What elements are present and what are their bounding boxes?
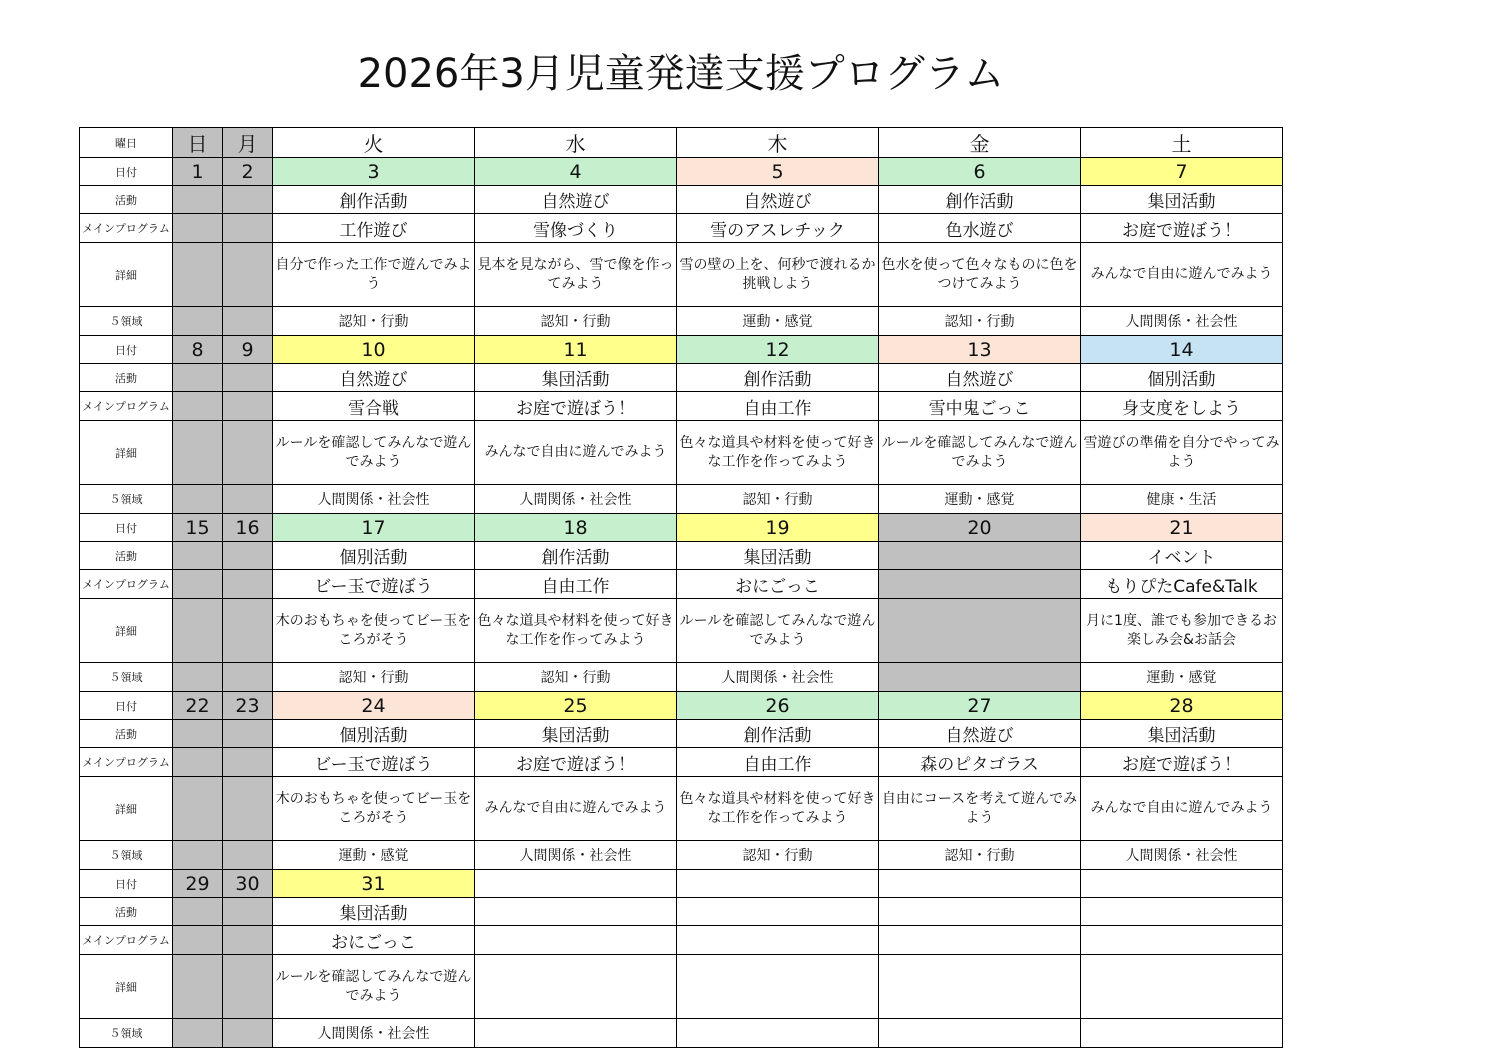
five-domains-row-label: ５領域	[80, 1019, 173, 1048]
week-1-five-domains-row	[80, 307, 1283, 336]
closed-sun-cell	[173, 392, 223, 421]
day-five-domains-cell: 運動・感覚	[677, 307, 879, 336]
closed-mon-cell	[223, 364, 273, 392]
closed-mon-cell: 23	[223, 692, 273, 720]
detail-row-label: 詳細	[80, 421, 173, 485]
closed-sun-cell: 29	[173, 870, 223, 898]
day-main-program-cell: 雪像づくり	[475, 214, 677, 243]
day-date-cell: 5	[677, 158, 879, 186]
closed-sun-cell	[173, 1019, 223, 1048]
closed-sun-cell	[173, 926, 223, 955]
week-1-date-row	[80, 158, 1283, 186]
day-main-program-cell	[677, 926, 879, 955]
day-activity-cell: 個別活動	[273, 720, 475, 748]
detail-row-label: 詳細	[80, 777, 173, 841]
closed-mon-cell	[223, 243, 273, 307]
day-main-program-cell: お庭で遊ぼう！	[475, 748, 677, 777]
day-activity-cell: 自然遊び	[475, 186, 677, 214]
day-five-domains-cell	[879, 1019, 1081, 1048]
day-date-cell: 31	[273, 870, 475, 898]
detail-row-label: 詳細	[80, 955, 173, 1019]
day-main-program-cell: 雪中鬼ごっこ	[879, 392, 1081, 421]
day-main-program-cell	[879, 570, 1081, 599]
week-1-main-program-row	[80, 214, 1283, 243]
closed-sun-cell	[173, 898, 223, 926]
closed-sun-cell	[173, 748, 223, 777]
day-five-domains-cell: 運動・感覚	[879, 485, 1081, 514]
closed-mon-cell	[223, 898, 273, 926]
day-main-program-cell: ビー玉で遊ぼう	[273, 748, 475, 777]
day-activity-cell: 集団活動	[273, 898, 475, 926]
closed-sun-cell	[173, 720, 223, 748]
day-detail-cell: 木のおもちゃを使ってビー玉をころがそう	[273, 599, 475, 663]
day-five-domains-cell: 認知・行動	[879, 841, 1081, 870]
day-date-cell: 3	[273, 158, 475, 186]
closed-sun-cell: 8	[173, 336, 223, 364]
day-five-domains-cell: 認知・行動	[879, 307, 1081, 336]
day-main-program-cell: おにごっこ	[677, 570, 879, 599]
closed-mon-cell	[223, 841, 273, 870]
day-date-cell: 7	[1081, 158, 1283, 186]
day-activity-cell: 創作活動	[475, 542, 677, 570]
closed-sun-cell	[173, 777, 223, 841]
day-detail-cell: みんなで自由に遊んでみよう	[1081, 243, 1283, 307]
weekday-sat: 土	[1081, 128, 1283, 158]
day-activity-cell	[475, 898, 677, 926]
closed-mon-cell	[223, 1019, 273, 1048]
day-activity-cell: 創作活動	[879, 186, 1081, 214]
closed-mon-cell	[223, 421, 273, 485]
day-activity-cell: 創作活動	[677, 364, 879, 392]
activity-row-label: 活動	[80, 186, 173, 214]
closed-sun-cell	[173, 421, 223, 485]
day-five-domains-cell: 人間関係・社会性	[1081, 841, 1283, 870]
closed-mon-cell	[223, 599, 273, 663]
day-detail-cell: 見本を見ながら、雪で像を作ってみよう	[475, 243, 677, 307]
closed-mon-cell	[223, 663, 273, 692]
closed-mon-cell: 9	[223, 336, 273, 364]
day-detail-cell: 木のおもちゃを使ってビー玉をころがそう	[273, 777, 475, 841]
closed-mon-cell	[223, 392, 273, 421]
closed-sun-cell	[173, 542, 223, 570]
day-detail-cell: ルールを確認してみんなで遊んでみよう	[273, 955, 475, 1019]
day-five-domains-cell: 人間関係・社会性	[273, 1019, 475, 1048]
day-detail-cell	[677, 955, 879, 1019]
detail-row-label: 詳細	[80, 599, 173, 663]
closed-mon-cell: 2	[223, 158, 273, 186]
day-main-program-cell: 雪のアスレチック	[677, 214, 879, 243]
day-main-program-cell	[1081, 926, 1283, 955]
day-activity-cell: 集団活動	[475, 364, 677, 392]
closed-sun-cell	[173, 663, 223, 692]
five-domains-row-label: ５領域	[80, 485, 173, 514]
day-date-cell: 25	[475, 692, 677, 720]
day-date-cell: 6	[879, 158, 1081, 186]
day-detail-cell	[879, 955, 1081, 1019]
day-date-cell: 14	[1081, 336, 1283, 364]
day-date-cell	[879, 870, 1081, 898]
activity-row-label: 活動	[80, 898, 173, 926]
week-2-five-domains-row	[80, 485, 1283, 514]
day-detail-cell: 色々な道具や材料を使って好きな工作を作ってみよう	[677, 421, 879, 485]
day-detail-cell: みんなで自由に遊んでみよう	[475, 421, 677, 485]
day-date-cell: 19	[677, 514, 879, 542]
date-row-label: 日付	[80, 336, 173, 364]
day-activity-cell: 集団活動	[677, 542, 879, 570]
day-date-cell: 27	[879, 692, 1081, 720]
weekday-sun: 日	[173, 128, 223, 158]
day-date-cell: 24	[273, 692, 475, 720]
day-activity-cell: 自然遊び	[677, 186, 879, 214]
closed-sun-cell	[173, 485, 223, 514]
day-activity-cell: 創作活動	[677, 720, 879, 748]
closed-mon-cell	[223, 926, 273, 955]
day-five-domains-cell: 人間関係・社会性	[1081, 307, 1283, 336]
day-main-program-cell: もりぴたCafe&Talk	[1081, 570, 1283, 599]
day-detail-cell: 雪の壁の上を、何秒で渡れるか挑戦しよう	[677, 243, 879, 307]
day-detail-cell: 色々な道具や材料を使って好きな工作を作ってみよう	[677, 777, 879, 841]
closed-mon-cell	[223, 777, 273, 841]
week-4-detail-row	[80, 777, 1283, 841]
main-program-row-label: メインプログラム	[80, 926, 173, 955]
week-3-main-program-row	[80, 570, 1283, 599]
day-five-domains-cell: 運動・感覚	[1081, 663, 1283, 692]
closed-sun-cell	[173, 186, 223, 214]
day-date-cell	[677, 870, 879, 898]
day-date-cell: 13	[879, 336, 1081, 364]
closed-mon-cell	[223, 542, 273, 570]
weekday-wed: 水	[475, 128, 677, 158]
activity-row-label: 活動	[80, 364, 173, 392]
closed-sun-cell	[173, 214, 223, 243]
weekday-fri: 金	[879, 128, 1081, 158]
closed-mon-cell	[223, 186, 273, 214]
date-row-label: 日付	[80, 514, 173, 542]
day-date-cell: 28	[1081, 692, 1283, 720]
schedule-table	[79, 127, 1283, 1048]
day-five-domains-cell	[475, 1019, 677, 1048]
day-detail-cell: 色水を使って色々なものに色をつけてみよう	[879, 243, 1081, 307]
day-five-domains-cell: 運動・感覚	[273, 841, 475, 870]
day-activity-cell: 自然遊び	[879, 364, 1081, 392]
day-five-domains-cell: 健康・生活	[1081, 485, 1283, 514]
week-5-five-domains-row	[80, 1019, 1283, 1048]
day-five-domains-cell: 認知・行動	[677, 485, 879, 514]
closed-sun-cell: 1	[173, 158, 223, 186]
day-detail-cell: ルールを確認してみんなで遊んでみよう	[273, 421, 475, 485]
week-5-date-row	[80, 870, 1283, 898]
week-5-main-program-row	[80, 926, 1283, 955]
day-main-program-cell: 自由工作	[677, 392, 879, 421]
week-3-activity-row	[80, 542, 1283, 570]
day-date-cell: 18	[475, 514, 677, 542]
day-activity-cell	[879, 898, 1081, 926]
date-row-label: 日付	[80, 870, 173, 898]
five-domains-row-label: ５領域	[80, 307, 173, 336]
closed-mon-cell	[223, 307, 273, 336]
day-detail-cell: 自由にコースを考えて遊んでみよう	[879, 777, 1081, 841]
week-5-activity-row	[80, 898, 1283, 926]
day-date-cell: 10	[273, 336, 475, 364]
closed-mon-cell	[223, 748, 273, 777]
day-detail-cell	[475, 955, 677, 1019]
five-domains-row-label: ５領域	[80, 663, 173, 692]
week-3-date-row	[80, 514, 1283, 542]
closed-sun-cell: 15	[173, 514, 223, 542]
closed-sun-cell	[173, 841, 223, 870]
day-detail-cell: 月に1度、誰でも参加できるお楽しみ会&お話会	[1081, 599, 1283, 663]
day-date-cell: 21	[1081, 514, 1283, 542]
week-4-date-row	[80, 692, 1283, 720]
week-4-five-domains-row	[80, 841, 1283, 870]
day-date-cell: 12	[677, 336, 879, 364]
day-five-domains-cell: 人間関係・社会性	[475, 841, 677, 870]
day-five-domains-cell	[1081, 1019, 1283, 1048]
weekday-tue: 火	[273, 128, 475, 158]
day-date-cell: 4	[475, 158, 677, 186]
day-five-domains-cell: 認知・行動	[273, 307, 475, 336]
closed-sun-cell	[173, 364, 223, 392]
day-activity-cell: 個別活動	[1081, 364, 1283, 392]
activity-row-label: 活動	[80, 720, 173, 748]
five-domains-row-label: ５領域	[80, 841, 173, 870]
day-detail-cell	[1081, 955, 1283, 1019]
day-five-domains-cell: 人間関係・社会性	[475, 485, 677, 514]
week-3-detail-row	[80, 599, 1283, 663]
week-2-main-program-row	[80, 392, 1283, 421]
main-program-row-label: メインプログラム	[80, 748, 173, 777]
day-activity-cell: 集団活動	[475, 720, 677, 748]
closed-sun-cell	[173, 955, 223, 1019]
activity-row-label: 活動	[80, 542, 173, 570]
day-date-cell: 11	[475, 336, 677, 364]
main-program-row-label: メインプログラム	[80, 570, 173, 599]
day-detail-cell: 雪遊びの準備を自分でやってみよう	[1081, 421, 1283, 485]
closed-mon-cell	[223, 720, 273, 748]
closed-sun-cell	[173, 570, 223, 599]
closed-sun-cell: 22	[173, 692, 223, 720]
weekday-header-row	[80, 128, 1283, 158]
day-date-cell: 20	[879, 514, 1081, 542]
day-detail-cell: みんなで自由に遊んでみよう	[1081, 777, 1283, 841]
week-2-date-row	[80, 336, 1283, 364]
day-activity-cell: 自然遊び	[879, 720, 1081, 748]
closed-sun-cell	[173, 243, 223, 307]
page-title: 2026年3月児童発達支援プログラム	[357, 51, 1005, 97]
main-program-row-label: メインプログラム	[80, 392, 173, 421]
day-activity-cell: イベント	[1081, 542, 1283, 570]
week-5-detail-row	[80, 955, 1283, 1019]
day-five-domains-cell: 人間関係・社会性	[273, 485, 475, 514]
day-activity-cell	[1081, 898, 1283, 926]
day-five-domains-cell: 認知・行動	[273, 663, 475, 692]
closed-sun-cell	[173, 307, 223, 336]
closed-mon-cell: 30	[223, 870, 273, 898]
day-activity-cell: 自然遊び	[273, 364, 475, 392]
day-five-domains-cell: 認知・行動	[677, 841, 879, 870]
day-main-program-cell: 色水遊び	[879, 214, 1081, 243]
week-4-main-program-row	[80, 748, 1283, 777]
weekday-thu: 木	[677, 128, 879, 158]
day-detail-cell: ルールを確認してみんなで遊んでみよう	[879, 421, 1081, 485]
date-row-label: 日付	[80, 158, 173, 186]
day-main-program-cell: 工作遊び	[273, 214, 475, 243]
day-five-domains-cell	[677, 1019, 879, 1048]
day-date-cell: 17	[273, 514, 475, 542]
day-detail-cell	[879, 599, 1081, 663]
day-activity-cell: 集団活動	[1081, 186, 1283, 214]
day-activity-cell: 集団活動	[1081, 720, 1283, 748]
day-date-cell	[1081, 870, 1283, 898]
day-main-program-cell	[879, 926, 1081, 955]
day-date-cell: 26	[677, 692, 879, 720]
day-five-domains-cell: 人間関係・社会性	[677, 663, 879, 692]
day-activity-cell	[677, 898, 879, 926]
day-five-domains-cell: 認知・行動	[475, 307, 677, 336]
closed-mon-cell	[223, 955, 273, 1019]
day-main-program-cell: お庭で遊ぼう！	[1081, 748, 1283, 777]
week-3-five-domains-row	[80, 663, 1283, 692]
detail-row-label: 詳細	[80, 243, 173, 307]
day-detail-cell: ルールを確認してみんなで遊んでみよう	[677, 599, 879, 663]
day-main-program-cell: 森のピタゴラス	[879, 748, 1081, 777]
day-main-program-cell: 雪合戦	[273, 392, 475, 421]
weekday-label: 曜日	[80, 128, 173, 158]
day-main-program-cell: 自由工作	[475, 570, 677, 599]
day-five-domains-cell	[879, 663, 1081, 692]
day-detail-cell: 色々な道具や材料を使って好きな工作を作ってみよう	[475, 599, 677, 663]
day-detail-cell: みんなで自由に遊んでみよう	[475, 777, 677, 841]
closed-sun-cell	[173, 599, 223, 663]
day-main-program-cell: 自由工作	[677, 748, 879, 777]
week-2-detail-row	[80, 421, 1283, 485]
day-activity-cell: 個別活動	[273, 542, 475, 570]
weekday-mon: 月	[223, 128, 273, 158]
day-five-domains-cell: 認知・行動	[475, 663, 677, 692]
closed-mon-cell	[223, 214, 273, 243]
week-1-detail-row	[80, 243, 1283, 307]
closed-mon-cell: 16	[223, 514, 273, 542]
date-row-label: 日付	[80, 692, 173, 720]
day-main-program-cell: おにごっこ	[273, 926, 475, 955]
day-activity-cell	[879, 542, 1081, 570]
week-2-activity-row	[80, 364, 1283, 392]
week-1-activity-row	[80, 186, 1283, 214]
day-main-program-cell: お庭で遊ぼう！	[475, 392, 677, 421]
day-main-program-cell: ビー玉で遊ぼう	[273, 570, 475, 599]
day-main-program-cell: お庭で遊ぼう！	[1081, 214, 1283, 243]
day-activity-cell: 創作活動	[273, 186, 475, 214]
closed-mon-cell	[223, 485, 273, 514]
day-main-program-cell: 身支度をしよう	[1081, 392, 1283, 421]
main-program-row-label: メインプログラム	[80, 214, 173, 243]
week-4-activity-row	[80, 720, 1283, 748]
day-date-cell	[475, 870, 677, 898]
closed-mon-cell	[223, 570, 273, 599]
day-detail-cell: 自分で作った工作で遊んでみよう	[273, 243, 475, 307]
day-main-program-cell	[475, 926, 677, 955]
